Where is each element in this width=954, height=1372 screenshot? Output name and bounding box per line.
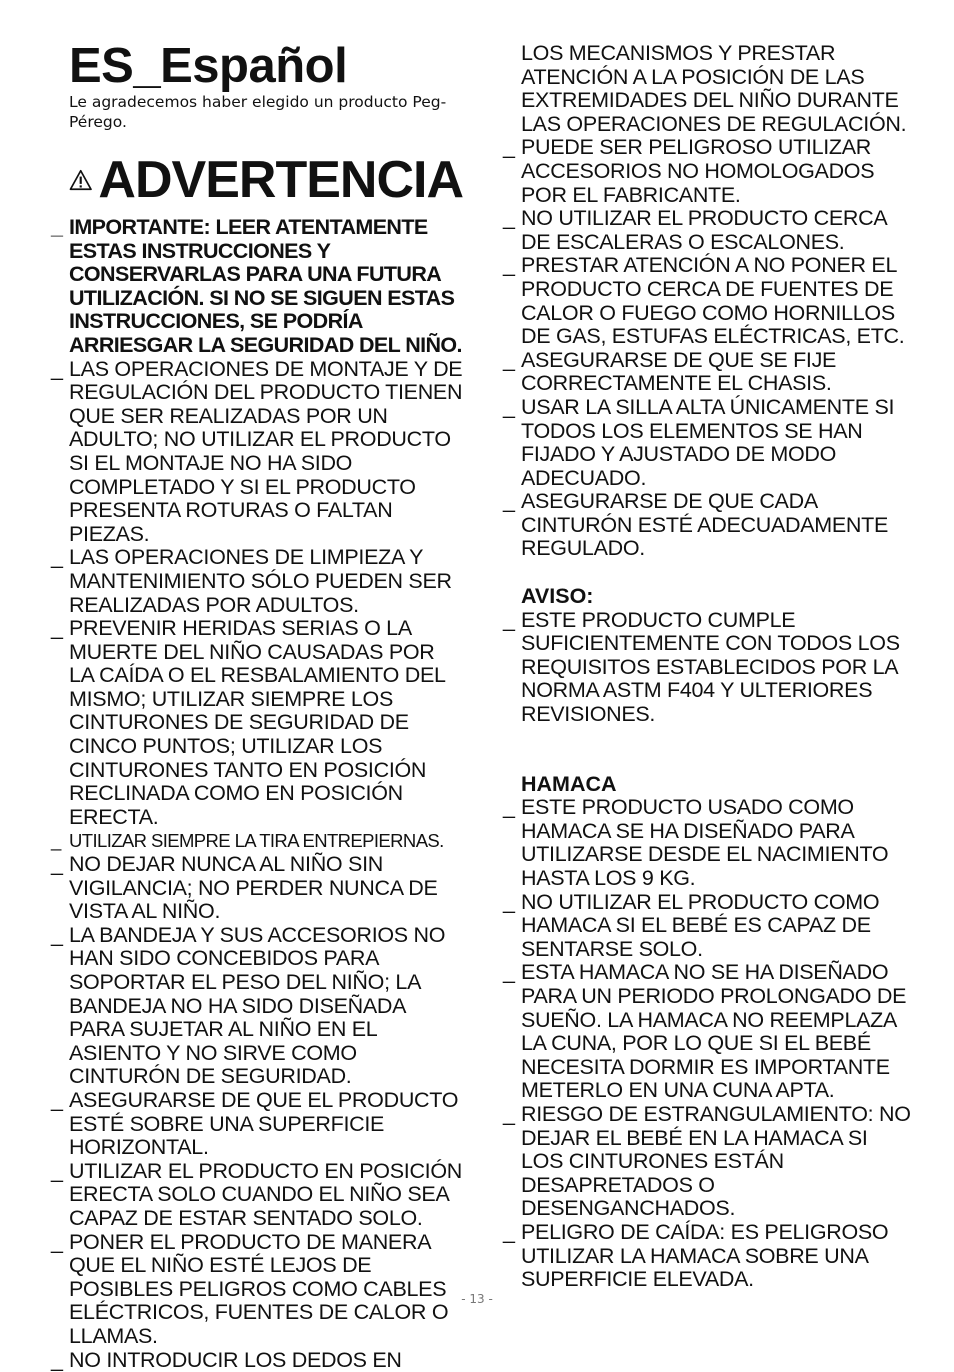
- list-item: _ USAR LA SILLA ALTA ÚNICAMENTE SI TODOS LOS ELEMENTOS SE HAN FIJADO Y AJUSTADO DE MODO ADECUADO.: [503, 396, 915, 490]
- list-item: _ RIESGO DE ESTRANGULAMIENTO: NO DEJAR EL BEBÉ EN LA HAMACA SI LOS CINTURONES ESTÁN DESAPRETADOS O DESENGANCHADOS.: [503, 1103, 915, 1221]
- bullet: _: [51, 1349, 63, 1372]
- aviso-list: [503, 609, 915, 727]
- warning-title: ADVERTENCIA: [98, 152, 463, 208]
- list-item: _ LAS OPERACIONES DE MONTAJE Y DE REGULACIÓN DEL PRODUCTO TIENEN QUE SER REALIZADAS POR UN ADULTO; NO UTILIZAR EL PRODUCTO SI EL MONTAJE NO HA SIDO COMPLETADO Y SI EL PRODUCTO PRESENTA ROTURAS O FALTAN PIEZAS.: [51, 358, 463, 547]
- bullet: _: [51, 216, 62, 240]
- right-warning-list: [503, 42, 915, 561]
- bullet: _: [503, 1103, 515, 1127]
- bullet: _: [503, 891, 515, 915]
- right-column: [503, 42, 915, 1292]
- list-item: _ ESTE PRODUCTO CUMPLE SUFICIENTEMENTE CON TODOS LOS REQUISITOS ESTABLECIDOS POR LA NORMA ASTM F404 Y ULTERIORES REVISIONES.: [503, 609, 915, 727]
- left-column: [51, 40, 463, 1372]
- bullet: _: [503, 609, 515, 633]
- list-item: _ NO DEJAR NUNCA AL NIÑO SIN VIGILANCIA; NO PERDER NUNCA DE VISTA AL NIÑO.: [51, 853, 463, 924]
- list-item: _ PONER EL PRODUCTO DE MANERA QUE EL NIÑO ESTÉ LEJOS DE POSIBLES PELIGROS COMO CABLES ELÉCTRICOS, FUENTES DE CALOR O LLAMAS.: [51, 1231, 463, 1349]
- list-item: _ NO UTILIZAR EL PRODUCTO CERCA DE ESCALERAS O ESCALONES.: [503, 207, 915, 254]
- bullet: _: [51, 829, 61, 853]
- bullet: _: [51, 617, 63, 641]
- bullet: _: [51, 1231, 63, 1255]
- page-title: ES_Español: [69, 40, 463, 92]
- list-item: _ ASEGURARSE DE QUE CADA CINTURÓN ESTÉ ADECUADAMENTE REGULADO.: [503, 490, 915, 561]
- list-item: _ UTILIZAR SIEMPRE LA TIRA ENTREPIERNAS.: [51, 829, 463, 853]
- bullet: _: [503, 207, 515, 231]
- list-item: _ ASEGURARSE DE QUE EL PRODUCTO ESTÉ SOBRE UNA SUPERFICIE HORIZONTAL.: [51, 1089, 463, 1160]
- list-item: _ LA BANDEJA Y SUS ACCESORIOS NO HAN SIDO CONCEBIDOS PARA SOPORTAR EL PESO DEL NIÑO; LA BANDEJA NO HA SIDO DISEÑADA PARA SUJETAR AL NIÑO EN EL ASIENTO Y NO SIRVE COMO CINTURÓN DE SEGURIDAD.: [51, 924, 463, 1089]
- list-item: _ PREVENIR HERIDAS SERIAS O LA MUERTE DEL NIÑO CAUSADAS POR LA CAÍDA O EL RESBALAMIENTO DEL MISMO; UTILIZAR SIEMPRE LOS CINTURONES DE SEGURIDAD DE CINCO PUNTOS; UTILIZAR LOS CINTURONES TANTO EN POSICIÓN RECLINADA COMO EN POSICIÓN ERECTA.: [51, 617, 463, 829]
- bullet: _: [51, 853, 63, 877]
- list-item: _ IMPORTANTE: LEER ATENTAMENTE ESTAS INSTRUCCIONES Y CONSERVARLAS PARA UNA FUTURA UTILIZACIÓN. SI NO SE SIGUEN ESTAS INSTRUCCIONES, SE PODRÍA ARRIESGAR LA SEGURIDAD DEL NIÑO.: [51, 216, 463, 358]
- page-number: - 13 -: [0, 1292, 954, 1306]
- list-item: _ NO INTRODUCIR LOS DEDOS EN: [51, 1349, 463, 1372]
- thanks-text: Le agradecemos haber elegido un producto Peg-Pérego.: [69, 92, 463, 132]
- list-item: _ PELIGRO DE CAÍDA: ES PELIGROSO UTILIZAR LA HAMACA SOBRE UNA SUPERFICIE ELEVADA.: [503, 1221, 915, 1292]
- bullet: _: [51, 1160, 63, 1184]
- list-item: _ ESTA HAMACA NO SE HA DISEÑADO PARA UN PERIODO PROLONGADO DE SUEÑO. LA HAMACA NO REEMPLAZA LA CUNA, POR LO QUE SI EL BEBÉ NECESITA DORMIR ES IMPORTANTE METERLO EN UNA CUNA APTA.: [503, 961, 915, 1103]
- left-warning-list: [51, 216, 463, 1372]
- bullet: _: [51, 546, 63, 570]
- list-item: _ ESTE PRODUCTO USADO COMO HAMACA SE HA DISEÑADO PARA UTILIZARSE DESDE EL NACIMIENTO HASTA LOS 9 KG.: [503, 796, 915, 890]
- bullet: _: [503, 796, 515, 820]
- list-item: _ PRESTAR ATENCIÓN A NO PONER EL PRODUCTO CERCA DE FUENTES DE CALOR O FUEGO COMO HORNILLOS DE GAS, ESTUFAS ELÉCTRICAS, ETC.: [503, 254, 915, 348]
- bullet: _: [503, 254, 515, 278]
- list-item: _ LAS OPERACIONES DE LIMPIEZA Y MANTENIMIENTO SÓLO PUEDEN SER REALIZADAS POR ADULTOS.: [51, 546, 463, 617]
- warning-triangle-icon: [69, 158, 92, 202]
- bullet: _: [503, 1221, 515, 1245]
- bullet: _: [503, 136, 515, 160]
- list-item: _ NO UTILIZAR EL PRODUCTO COMO HAMACA SI EL BEBÉ ES CAPAZ DE SENTARSE SOLO.: [503, 891, 915, 962]
- bullet: _: [51, 924, 63, 948]
- list-item: _ UTILIZAR EL PRODUCTO EN POSICIÓN ERECTA SOLO CUANDO EL NIÑO SEA CAPAZ DE ESTAR SENTADO SOLO.: [51, 1160, 463, 1231]
- list-item: _ ASEGURARSE DE QUE SE FIJE CORRECTAMENTE EL CHASIS.: [503, 349, 915, 396]
- list-item-continuation: LOS MECANISMOS Y PRESTAR ATENCIÓN A LA POSICIÓN DE LAS EXTREMIDADES DEL NIÑO DURANTE LAS OPERACIONES DE REGULACIÓN.: [503, 42, 915, 136]
- bullet: _: [503, 961, 515, 985]
- warning-heading: [69, 152, 463, 208]
- bullet: _: [51, 358, 63, 382]
- bullet: _: [503, 490, 515, 514]
- bullet: _: [503, 349, 515, 373]
- hamaca-list: [503, 796, 915, 1291]
- hamaca-heading: HAMACA: [521, 773, 915, 797]
- bullet: _: [51, 1089, 63, 1113]
- bullet: _: [503, 396, 515, 420]
- list-item: _ PUEDE SER PELIGROSO UTILIZAR ACCESORIOS NO HOMOLOGADOS POR EL FABRICANTE.: [503, 136, 915, 207]
- aviso-heading: AVISO:: [521, 585, 915, 609]
